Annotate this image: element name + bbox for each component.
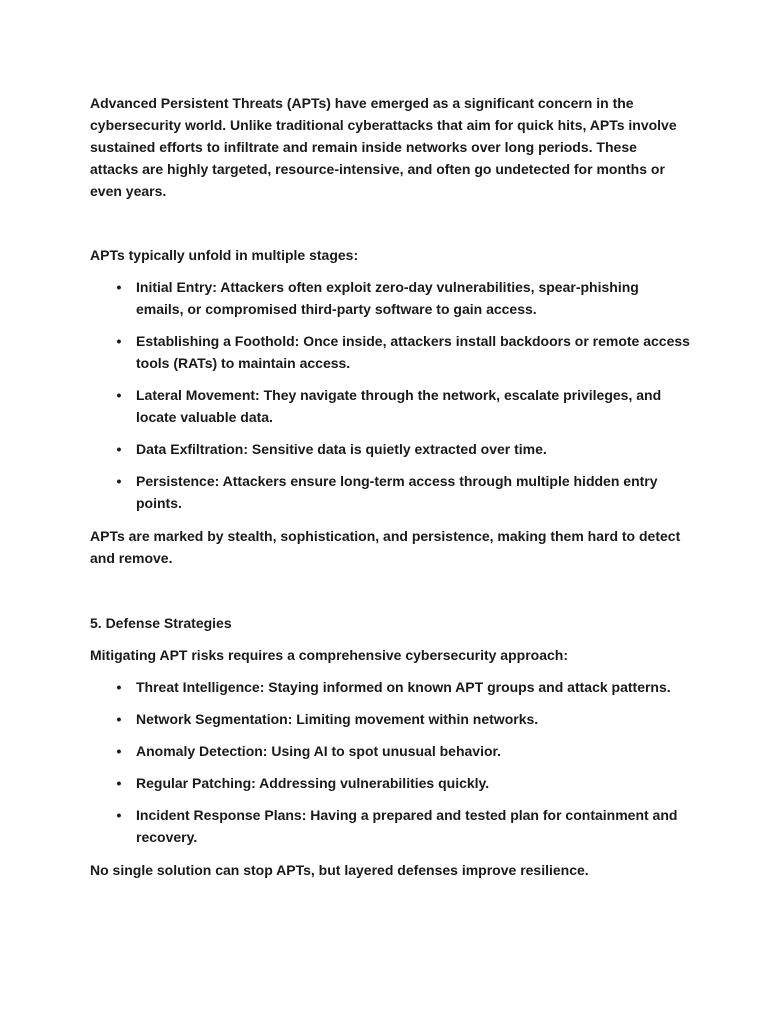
list-item-text: Incident Response Plans: Having a prepared and tested plan for containment and recovery. bbox=[136, 807, 678, 845]
list-item-text: Persistence: Attackers ensure long-term access through multiple hidden entry points. bbox=[136, 473, 658, 511]
bullet-icon: • bbox=[116, 711, 122, 727]
list-item-text: Data Exfiltration: Sensitive data is quietly extracted over time. bbox=[136, 441, 547, 457]
list-item-text: Lateral Movement: They navigate through the network, escalate privileges, and locate valuable data. bbox=[136, 387, 662, 425]
section-heading: 5. Defense Strategies bbox=[90, 615, 232, 631]
list-item bbox=[90, 708, 690, 730]
defenses-list bbox=[90, 676, 690, 858]
list-item bbox=[90, 276, 690, 320]
list-item bbox=[90, 676, 690, 698]
bullet-icon: • bbox=[116, 807, 122, 823]
list-item bbox=[90, 438, 690, 460]
bullet-icon: • bbox=[116, 279, 122, 295]
bullet-icon: • bbox=[116, 387, 122, 403]
bullet-icon: • bbox=[116, 679, 122, 695]
defense-intro: Mitigating APT risks requires a comprehensive cybersecurity approach: bbox=[90, 647, 568, 663]
list-item-text: Anomaly Detection: Using AI to spot unusual behavior. bbox=[136, 743, 502, 759]
conclusion-paragraph: No single solution can stop APTs, but layered defenses improve resilience. bbox=[90, 862, 589, 878]
list-item bbox=[90, 740, 690, 762]
bullet-icon: • bbox=[116, 743, 122, 759]
intro-paragraph: Advanced Persistent Threats (APTs) have emerged as a significant concern in the cybersecurity world. Unlike traditional cyberattacks that aim for quick hits, APTs involve sustained efforts to infiltrate and remain inside networks over long periods. These attacks are highly targeted, resource-intensive, and often go undetected for months or even years. bbox=[90, 95, 677, 199]
list-item bbox=[90, 330, 690, 374]
list-item-text: Regular Patching: Addressing vulnerabilities quickly. bbox=[136, 775, 490, 791]
list-item-text: Initial Entry: Attackers often exploit zero-day vulnerabilities, spear-phishing emails, or compromised third-party software to gain access. bbox=[136, 279, 639, 317]
list-item bbox=[90, 772, 690, 794]
list-item bbox=[90, 384, 690, 428]
stages-intro: APTs typically unfold in multiple stages: bbox=[90, 247, 359, 263]
bullet-icon: • bbox=[116, 473, 122, 489]
list-item bbox=[90, 470, 690, 514]
stages-summary: APTs are marked by stealth, sophistication, and persistence, making them hard to detect and remove. bbox=[90, 528, 681, 566]
list-item-text: Network Segmentation: Limiting movement within networks. bbox=[136, 711, 539, 727]
bullet-icon: • bbox=[116, 441, 122, 457]
stages-list bbox=[90, 276, 690, 524]
list-item-text: Establishing a Foothold: Once inside, attackers install backdoors or remote access tools (RATs) to maintain access. bbox=[136, 333, 690, 371]
list-item bbox=[90, 804, 690, 848]
list-item-text: Threat Intelligence: Staying informed on known APT groups and attack patterns. bbox=[136, 679, 671, 695]
bullet-icon: • bbox=[116, 333, 122, 349]
bullet-icon: • bbox=[116, 775, 122, 791]
